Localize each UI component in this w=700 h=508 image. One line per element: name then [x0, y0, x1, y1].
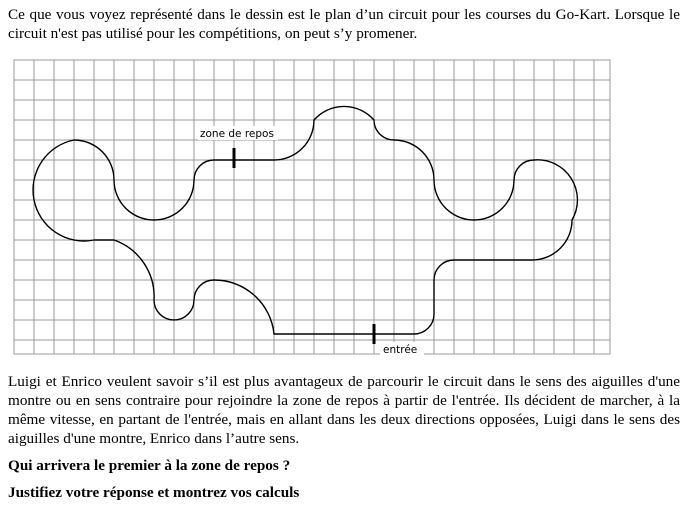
question: Qui arrivera le premier à la zone de repos ? [8, 457, 291, 474]
intro-paragraph: Ce que vous voyez représenté dans le dessin est le plan d’un circuit pour les courses du Go-Kart. Lorsque le circuit n'est pas utilisé pour les compétitions, on peut s’y promener. [8, 6, 680, 42]
body-paragraph: Luigi et Enrico veulent savoir s’il est plus avantageux de parcourir le circuit dans le sens des aiguilles d'une montre ou en sens contraire pour rejoindre la zone de repos à partir de l'entrée. Ils décident de marcher, à la même vitesse, en partant de l'entrée, mais en allant dans les deux directions opposées, Luigi dans le sens des aiguilles d'une montre, Enrico dans l’autre sens. [8, 373, 680, 447]
label-rest-zone: zone de repos [200, 128, 274, 140]
instruction: Justifiez votre réponse et montrez vos calculs [8, 484, 300, 501]
grid [14, 60, 610, 354]
grid-border [14, 60, 610, 354]
label-entrance: entrée [383, 344, 418, 356]
